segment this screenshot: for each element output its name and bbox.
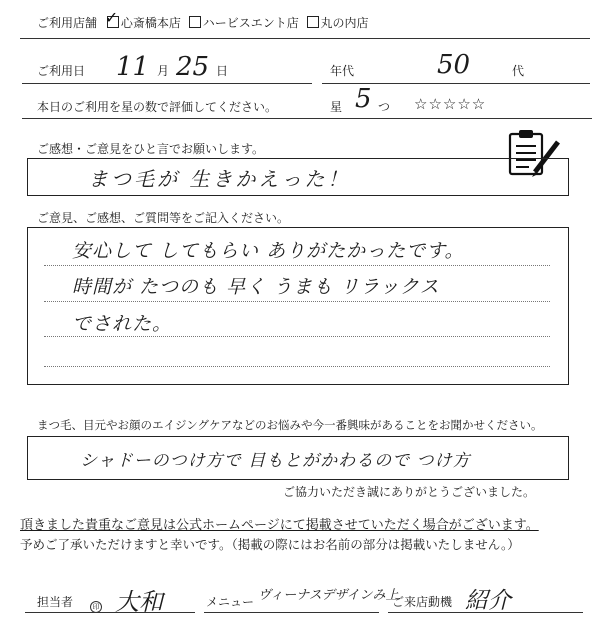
motive-value: 紹介 [465, 588, 511, 614]
menu-label: メニュー [206, 595, 255, 609]
menu-underline [204, 612, 379, 613]
visit-month-value: 11 [116, 52, 150, 82]
notice-line: 予めご了承いただけますと幸いです。（掲載の際にはお名前の部分は掲載いたしません。） [20, 537, 520, 552]
impression-answer: まつ毛が 生きかえった！ [88, 167, 351, 191]
visit-date-label: ご利用日 [37, 64, 86, 78]
store-option-shinsaibashi[interactable]: ✓ 心斎橋本店 [107, 16, 185, 30]
comment-line: 安心して してもらい ありがたかったです。 [72, 240, 465, 262]
visit-month-unit: 月 [157, 64, 170, 78]
staff-underline [25, 612, 195, 613]
staff-name: 大和 [115, 588, 163, 616]
rating-prompt: 本日のご利用を星の数で評価してください。 [37, 100, 278, 114]
store-label: ご利用店舗 [37, 16, 98, 30]
age-value: 50 [437, 50, 471, 80]
comments-rule [44, 265, 550, 266]
rating-label: 星 [330, 100, 343, 114]
comments-rule [44, 301, 550, 302]
concerns-answer: シャドーのつけ方で 目もとがかわるので つけ方 [80, 451, 471, 471]
staff-label: 担当者 [37, 595, 74, 609]
notice-line: 頂きました貴重なご意見は公式ホームページにて掲載させていただく場合がございます。 [20, 518, 539, 533]
checkbox-icon[interactable] [307, 16, 319, 28]
comments-prompt: ご意見、ご感想、ご質問等をご記入ください。 [37, 211, 290, 225]
comments-rule [44, 336, 550, 337]
checkbox-icon[interactable] [107, 16, 119, 28]
rating-unit: つ [378, 100, 391, 114]
rating-value: 5 [355, 84, 372, 114]
checkbox-icon[interactable] [189, 16, 201, 28]
menu-value: ヴィーナスデザインみ上 [258, 588, 399, 603]
visit-day-unit: 日 [216, 64, 229, 78]
divider [20, 38, 590, 39]
comment-line: 時間が たつのも 早く うまも リラックス [72, 276, 440, 298]
rating-stars: ☆☆☆☆☆ [414, 95, 487, 113]
store-option-marunouchi[interactable]: 丸の内店 [307, 16, 369, 30]
concerns-prompt: まつ毛、目元やお顔のエイジングケアなどのお悩みや今一番興味があることをお聞かせください。 [37, 418, 543, 432]
comments-rule [44, 366, 550, 367]
store-row [37, 14, 369, 31]
visit-day-value: 25 [176, 52, 210, 82]
age-unit: 代 [512, 64, 525, 78]
rating-underline [22, 118, 592, 119]
staff-stamp: 印 [90, 594, 102, 613]
age-label: 年代 [330, 64, 355, 78]
motive-label: ご来店動機 [392, 595, 453, 609]
impression-prompt: ご感想・ご意見をひと言でお願いします。 [37, 142, 265, 156]
motive-underline [388, 612, 583, 613]
comment-line: でされた。 [72, 313, 173, 335]
thanks-text: ご協力いただき誠にありがとうございました。 [283, 485, 536, 499]
date-underline [22, 83, 312, 84]
store-option-herbis[interactable]: ハービスエント店 [189, 16, 303, 30]
